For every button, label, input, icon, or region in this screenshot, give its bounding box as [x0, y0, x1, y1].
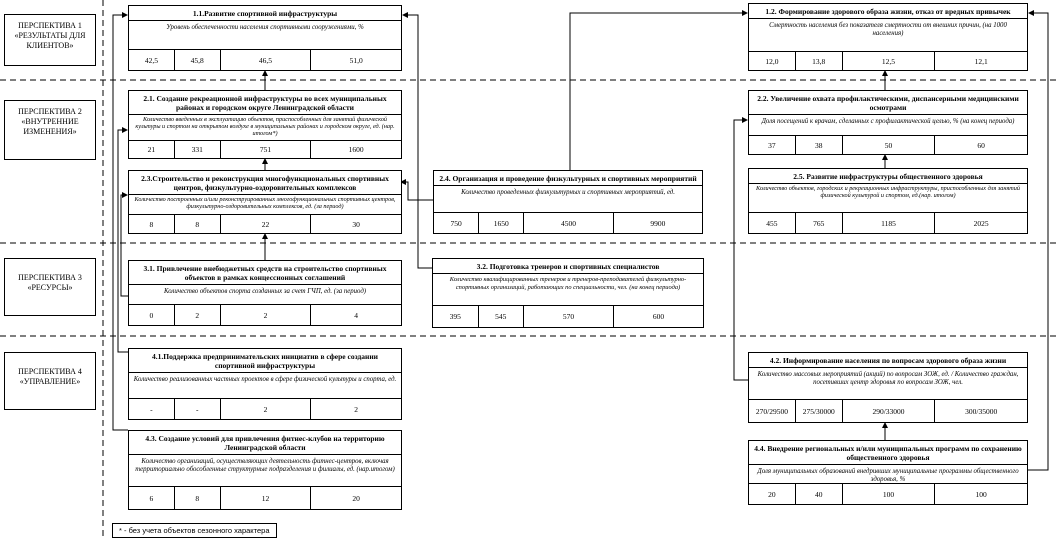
perspective-4 — [4, 352, 96, 410]
goal-indicator: Количество проведенных физкультурных и спортивных мероприятий, ед. — [434, 185, 702, 200]
perspective-1-line2: «РЕЗУЛЬТАТЫ ДЛЯ — [14, 31, 86, 40]
goal-2-3-box — [128, 170, 402, 234]
value-cell: 12 — [220, 487, 311, 509]
value-cell: 13,8 — [795, 52, 842, 70]
value-cell: 545 — [478, 306, 524, 327]
goal-indicator: Уровень обеспеченности населения спортивными сооружениями, % — [129, 20, 401, 35]
goal-1-2-box — [748, 3, 1028, 71]
goal-title: 4.3. Создание условий для привлечения фитнес-клубов на территорию Ленинградской области — [145, 434, 385, 452]
value-cell: 751 — [220, 141, 311, 158]
value-cell: 45,8 — [174, 50, 220, 70]
value-cell: 46,5 — [220, 50, 311, 70]
value-cell: 0 — [149, 310, 154, 320]
perspective-2 — [4, 100, 96, 160]
perspective-4-line2: «УПРАВЛЕНИЕ» — [19, 377, 81, 386]
value-cell: 9900 — [613, 213, 702, 233]
goal-indicator: Количество массовых мероприятий (акций) по вопросам ЗОЖ, ед. / Количество граждан, посетивших центр здоровья по вопросам ЗОЖ, чел. — [749, 367, 1027, 390]
goal-title: 2.2. Увеличение охвата профилактическими, диспансерными медицинскими осмотрами — [757, 94, 1019, 112]
value-cell: 20 — [768, 489, 776, 499]
value-cell: 21 — [147, 145, 156, 154]
value-cell: 100 — [842, 484, 935, 504]
goal-2-1-box — [128, 90, 402, 159]
value-cell: 12,0 — [765, 56, 779, 66]
value-cell: 1650 — [478, 213, 523, 233]
value-cell: 2 — [174, 305, 220, 325]
goal-indicator: Количество введенных в эксплуатацию объектов, приспособленных для занятий физической культуры и спортом на открытом воздухе в муниципальных районах и городском округе, ед. (нар. итогом*) — [129, 114, 401, 138]
perspective-2-line1: ПЕРСПЕКТИВА 2 — [18, 107, 82, 116]
goal-title: 2.1. Создание рекреационной инфраструктуры во всех муниципальных районах и городском округе Ленинградской области — [143, 94, 387, 112]
perspective-4-line1: ПЕРСПЕКТИВА 4 — [18, 367, 82, 376]
goal-indicator: Смертность населения без показателя смертности от внешних причин, (на 1000 населения) — [749, 18, 1027, 41]
value-cell: 600 — [613, 306, 703, 327]
goal-indicator: Доля посещений к врачам, сделанных с профилактической целью, % (на конец периода) — [749, 114, 1027, 129]
value-cell: 2 — [220, 399, 311, 419]
goal-3-2-box — [432, 258, 704, 328]
goal-1-1-box — [128, 5, 402, 71]
goal-title: 1.1.Развитие спортивной инфраструктуры — [192, 9, 338, 18]
goal-indicator: Количество организаций, осуществляющих деятельность фитнес-центров, включая территориально обособленные структурные подразделения и филиалы, ед. (нар.итогом) — [129, 454, 401, 477]
value-cell: 30 — [310, 215, 401, 233]
goal-indicator: Количество квалифицированных тренеров и тренеров-преподавателей физкультурно-спортивных организаций, работающих по специальности, чел. (на конец периода) — [433, 273, 703, 293]
goal-3-1-box — [128, 260, 402, 326]
value-cell: 275/30000 — [795, 400, 842, 422]
goal-2-2-box — [748, 90, 1028, 155]
value-cell: 40 — [795, 484, 842, 504]
goal-4-4-box — [748, 440, 1028, 505]
value-cell: 50 — [842, 136, 935, 154]
goal-indicator: Количество построенных и/или реконструированных многофункциональных спортивных центров, физкультурно-оздоровительных комплексов, ед. (за период) — [129, 194, 401, 211]
value-cell: 300/35000 — [934, 400, 1027, 422]
value-cell: 395 — [449, 312, 461, 321]
value-cell: 1600 — [310, 141, 401, 158]
value-cell: 2 — [310, 399, 401, 419]
value-cell: 8 — [174, 487, 220, 509]
value-cell: 22 — [220, 215, 311, 233]
value-cell: 6 — [149, 493, 154, 503]
goal-title: 2.4. Организация и проведение физкультурных и спортивных мероприятий — [439, 174, 697, 183]
value-cell: 37 — [768, 140, 776, 150]
goal-indicator: Доля муниципальных образований внедривших муниципальные программы общественного здоровья, % — [749, 464, 1027, 487]
goal-title: 4.2. Информирование населения по вопросам здорового образа жизни — [769, 356, 1007, 365]
goal-2-4-box — [433, 170, 703, 234]
value-cell: 455 — [766, 218, 778, 228]
value-cell: 290/33000 — [842, 400, 935, 422]
value-cell: 331 — [174, 141, 220, 158]
goal-title: 2.3.Строительство и реконструкция многофункциональных спортивных центров, физкультурно-оздоровительных комплексов — [141, 174, 389, 192]
value-cell: 8 — [149, 219, 154, 229]
value-cell: 2 — [220, 305, 311, 325]
value-cell: 4500 — [523, 213, 612, 233]
perspective-1 — [4, 14, 96, 66]
value-cell: 12,5 — [842, 52, 935, 70]
value-cell: 1185 — [842, 213, 935, 233]
perspective-2-line2: «ВНУТРЕННИЕ — [21, 117, 79, 126]
goal-title: 2.5. Развитие инфраструктуры общественного здоровья — [793, 172, 983, 181]
goal-title: 3.2. Подготовка тренеров и спортивных специалистов — [476, 262, 660, 271]
value-cell: - — [150, 404, 153, 414]
value-cell: 12,1 — [934, 52, 1027, 70]
goal-indicator: Количество объектов, городских и рекреационных инфраструктуры, приспособленных для занятий физической культурой и спортом, ед.(нар. итогом) — [749, 183, 1027, 200]
goal-4-1-box — [128, 348, 402, 420]
goal-2-5-box — [748, 168, 1028, 234]
value-cell: 765 — [795, 213, 842, 233]
goal-title: 4.1.Поддержка предпринимательских инициатив в сфере создании спортивной инфраструктуры — [152, 352, 378, 370]
perspective-1-line1: ПЕРСПЕКТИВА 1 — [18, 21, 82, 30]
footnote: * - без учета объектов сезонного характера — [112, 523, 277, 538]
perspective-3-line2: «РЕСУРСЫ» — [27, 283, 73, 292]
goal-title: 4.4. Внедрение региональных и/или муниципальных программ по сохранению общественного здоровья — [754, 444, 1022, 462]
value-cell: 38 — [795, 136, 842, 154]
value-cell: 20 — [310, 487, 401, 509]
perspective-2-line3: ИЗМЕНЕНИЯ» — [23, 127, 77, 136]
value-cell: 60 — [934, 136, 1027, 154]
value-cell: 750 — [450, 218, 462, 228]
perspective-3-line1: ПЕРСПЕКТИВА 3 — [18, 273, 82, 282]
goal-indicator: Количество объектов спорта созданных за счет ГЧП, ед. (за период) — [129, 284, 401, 299]
perspective-3 — [4, 258, 96, 316]
value-cell: 270/29500 — [755, 406, 788, 416]
goal-indicator: Количество реализованных частных проектов в сфере физической культуры и спорта, ед. — [129, 372, 401, 387]
goal-4-3-box — [128, 430, 402, 510]
value-cell: 4 — [310, 305, 401, 325]
value-cell: 570 — [523, 306, 613, 327]
goal-title: 3.1. Привлечение внебюджетных средств на строительство спортивных объектов в рамках концессионных соглашений — [143, 264, 387, 282]
perspective-1-line3: КЛИЕНТОВ» — [26, 41, 74, 50]
value-cell: - — [174, 399, 220, 419]
goal-4-2-box — [748, 352, 1028, 423]
goal-title: 1.2. Формирование здорового образа жизни, отказ от вредных привычек — [765, 7, 1011, 16]
value-cell: 42,5 — [144, 55, 158, 65]
value-cell: 8 — [174, 215, 220, 233]
value-cell: 2025 — [934, 213, 1027, 233]
value-cell: 100 — [934, 484, 1027, 504]
value-cell: 51,0 — [310, 50, 401, 70]
